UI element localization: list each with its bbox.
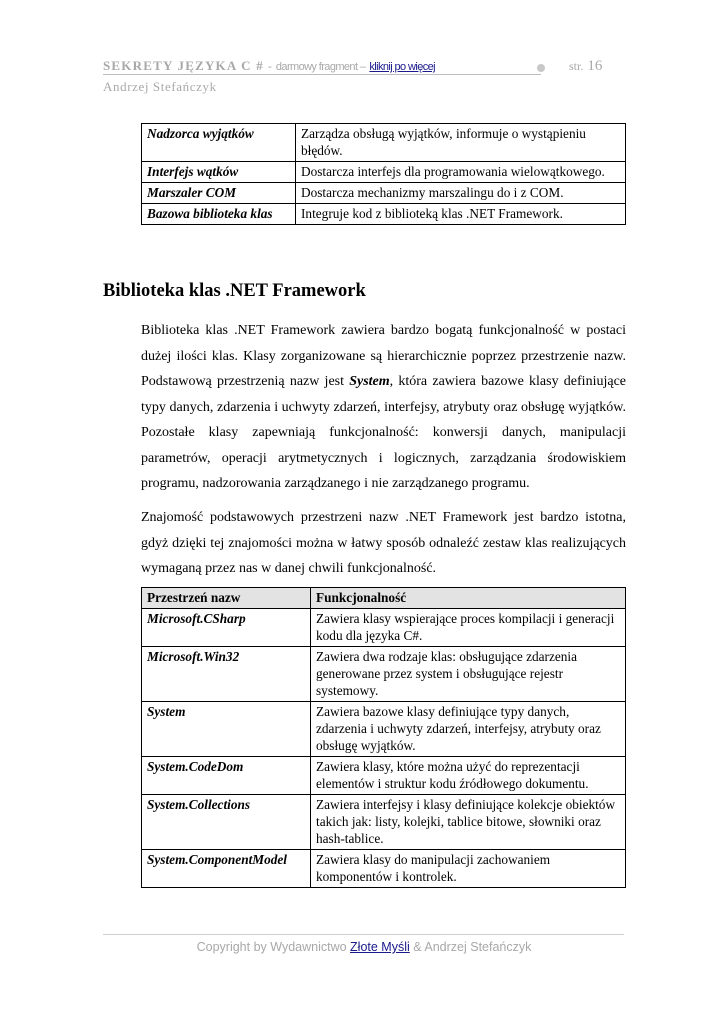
table-row <box>142 609 626 647</box>
namespaces-table <box>141 587 626 888</box>
table-cell-functionality: Zawiera klasy do manipulacji zachowaniem komponentów i kontrolek. <box>311 850 626 888</box>
paragraph-text: , która zawiera bazowe klasy definiujące typy danych, zdarzenia i uchwyty zdarzeń, interfejsy, atrybuty oraz obsługę wyjątków. Pozostałe klasy zapewniają funkcjonalność: konwersji danych, manipulacji parametrów, operacji arytmetycznych i logicznych, zarządzania środowiskiem programu, nadzorowania zarządzanego i nie zarządzanego programu. <box>141 374 626 491</box>
table-cell-description: Dostarcza interfejs dla programowania wielowątkowego. <box>296 162 626 183</box>
page-number-box <box>569 57 602 75</box>
header-rule <box>103 74 541 75</box>
paragraph-namespaces: Znajomość podstawowych przestrzeni nazw .NET Framework jest bardzo istotna, gdyż dzięki tej znajomości można w łatwy sposób odnaleźć zestaw klas realizujących wymaganą przez nas w danej chwili funkcjonalność. <box>141 510 626 576</box>
paragraph-intro <box>141 318 626 497</box>
table-cell-namespace: Microsoft.Win32 <box>142 647 311 702</box>
table-row <box>142 757 626 795</box>
table-cell-functionality: Zawiera dwa rodzaje klas: obsługujące zdarzenia generowane przez system i obsługujące rejestr systemowy. <box>311 647 626 702</box>
copyright-prefix: Copyright by Wydawnictwo <box>196 940 347 954</box>
page-number: 16 <box>587 58 603 74</box>
table-cell-namespace: Microsoft.CSharp <box>142 609 311 647</box>
header-separator: - <box>267 59 272 73</box>
table-cell-description: Dostarcza mechanizmy marszalingu do i z COM. <box>296 183 626 204</box>
table-cell-term: Nadzorca wyjątków <box>142 124 296 162</box>
table-cell-namespace: System.CodeDom <box>142 757 311 795</box>
page-footer <box>0 940 728 954</box>
table-row <box>142 850 626 888</box>
publisher-link[interactable]: Złote Myśli <box>350 940 410 954</box>
table-cell-namespace: System.Collections <box>142 795 311 850</box>
table-cell-namespace: System <box>142 702 311 757</box>
page-header <box>103 57 623 95</box>
free-fragment-label: darmowy fragment – <box>275 61 366 73</box>
book-title: SEKRETY JĘZYKA C # <box>103 58 264 73</box>
header-title-line <box>103 57 623 79</box>
table-row <box>142 647 626 702</box>
footer-rule <box>103 934 624 935</box>
paragraph-text: Biblioteka klas .NET Framework zawiera bardzo bogatą funkcjonalność w postaci dużej ilości klas. Klasy zorganizowane są hierarchicznie poprzez przestrzenie nazw. Podstawową przestrzenią nazw jest <box>141 323 626 389</box>
table-cell-term: Bazowa biblioteka klas <box>142 204 296 225</box>
copyright-suffix: & Andrzej Stefańczyk <box>413 940 532 954</box>
table-row <box>142 204 626 225</box>
table-row <box>142 795 626 850</box>
table-cell-functionality: Zawiera klasy wspierające proces kompilacji i generacji kodu dla języka C#. <box>311 609 626 647</box>
namespace-emphasis: System <box>349 374 390 389</box>
table-row <box>142 702 626 757</box>
table-cell-term: Interfejs wątków <box>142 162 296 183</box>
column-header-namespace: Przestrzeń nazw <box>142 588 311 609</box>
table-row <box>142 124 626 162</box>
section-heading: Biblioteka klas .NET Framework <box>103 281 366 301</box>
bullet-dot-icon <box>537 64 545 72</box>
table-cell-namespace: System.ComponentModel <box>142 850 311 888</box>
table-cell-term: Marszaler COM <box>142 183 296 204</box>
header-author: Andrzej Stefańczyk <box>103 79 217 94</box>
column-header-functionality: Funkcjonalność <box>311 588 626 609</box>
table-cell-description: Integruje kod z biblioteką klas .NET Framework. <box>296 204 626 225</box>
table-row <box>142 162 626 183</box>
page-label: str. <box>569 59 584 73</box>
table-header-row <box>142 588 626 609</box>
table-cell-description: Zarządza obsługą wyjątków, informuje o wystąpieniu błędów. <box>296 124 626 162</box>
components-table <box>141 123 626 225</box>
more-link[interactable]: kliknij po więcej <box>369 61 435 73</box>
table-cell-functionality: Zawiera klasy, które można użyć do reprezentacji elementów i struktur kodu źródłowego dokumentu. <box>311 757 626 795</box>
table-cell-functionality: Zawiera bazowe klasy definiujące typy danych, zdarzenia i uchwyty zdarzeń, interfejsy, atrybuty oraz obsługę wyjątków. <box>311 702 626 757</box>
table-cell-functionality: Zawiera interfejsy i klasy definiujące kolekcje obiektów takich jak: listy, kolejki, tablice bitowe, słowniki oraz hash-tablice. <box>311 795 626 850</box>
table-row <box>142 183 626 204</box>
